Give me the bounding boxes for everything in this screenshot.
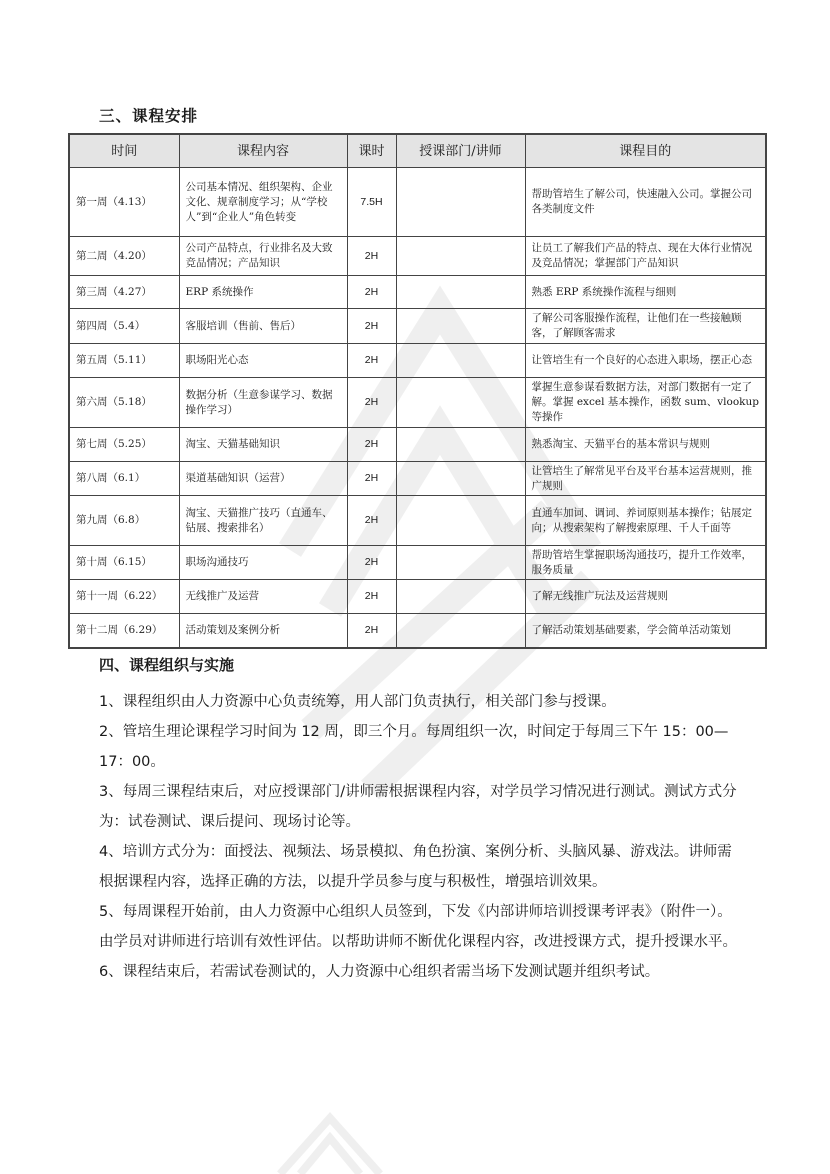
cell-content: 活动策划及案例分析	[179, 614, 347, 648]
cell-hours: 2H	[347, 462, 396, 496]
cell-time: 第九周（6.8）	[69, 496, 179, 546]
paragraph-2: 2、管培生理论课程学习时间为 12 周，即三个月。每周组织一次，时间定于每周三下午 15：00—17：00。	[99, 724, 729, 770]
cell-time: 第二周（4.20）	[69, 237, 179, 276]
cell-hours: 2H	[347, 378, 396, 428]
table-row	[69, 580, 766, 614]
cell-goal: 了解公司客服操作流程，让他们在一些接触顾客，了解顾客需求	[525, 309, 766, 344]
cell-hours: 2H	[347, 546, 396, 580]
header-hours: 课时	[347, 134, 396, 168]
cell-content: 职场沟通技巧	[179, 546, 347, 580]
cell-content: 淘宝、天猫推广技巧（直通车、钻展、搜索排名）	[179, 496, 347, 546]
cell-teacher	[396, 168, 525, 237]
section-title-implementation: 四、课程组织与实施	[99, 656, 235, 674]
cell-hours: 2H	[347, 344, 396, 378]
cell-hours: 2H	[347, 428, 396, 462]
cell-teacher	[396, 614, 525, 648]
table-row	[69, 378, 766, 428]
section-title-schedule: 三、课程安排	[99, 107, 199, 125]
cell-goal: 直通车加词、调词、养词原则基本操作；钻展定向；从搜索架构了解搜索原理、千人千面等	[525, 496, 766, 546]
cell-content: 淘宝、天猫基础知识	[179, 428, 347, 462]
cell-teacher	[396, 378, 525, 428]
table-header-row	[69, 134, 766, 168]
table-row	[69, 237, 766, 276]
paragraph-4: 4、培训方式分为：面授法、视频法、场景模拟、角色扮演、案例分析、头脑风暴、游戏法。讲师需根据课程内容，选择正确的方法，以提升学员参与度与积极性，增强培训效果。	[99, 844, 732, 890]
paragraph-3: 3、每周三课程结束后，对应授课部门/讲师需根据课程内容，对学员学习情况进行测试。测试方式分为：试卷测试、课后提问、现场讨论等。	[99, 784, 737, 830]
table-row	[69, 462, 766, 496]
cell-time: 第十二周（6.29）	[69, 614, 179, 648]
header-content: 课程内容	[179, 134, 347, 168]
paragraph-1: 1、课程组织由人力资源中心负责统筹，用人部门负责执行，相关部门参与授课。	[99, 694, 616, 710]
cell-teacher	[396, 580, 525, 614]
cell-goal: 了解活动策划基础要素，学会简单活动策划	[525, 614, 766, 648]
cell-content: 职场阳光心态	[179, 344, 347, 378]
cell-time: 第八周（6.1）	[69, 462, 179, 496]
cell-goal: 帮助管培生了解公司，快速融入公司。掌握公司各类制度文件	[525, 168, 766, 237]
cell-time: 第六周（5.18）	[69, 378, 179, 428]
cell-goal: 让管培生了解常见平台及平台基本运营规则，推广规则	[525, 462, 766, 496]
cell-goal: 了解无线推广玩法及运营规则	[525, 580, 766, 614]
cell-content: 公司基本情况、组织架构、企业文化、规章制度学习；从“学校人”到“企业人”角色转变	[179, 168, 347, 237]
cell-goal: 熟悉淘宝、天猫平台的基本常识与规则	[525, 428, 766, 462]
watermark-logo-bottom	[270, 1110, 390, 1174]
cell-hours: 2H	[347, 276, 396, 309]
cell-content: 客服培训（售前、售后）	[179, 309, 347, 344]
table-row	[69, 428, 766, 462]
cell-content: 渠道基础知识（运营）	[179, 462, 347, 496]
paragraph-6: 6、课程结束后，若需试卷测试的，人力资源中心组织者需当场下发测试题并组织考试。	[99, 964, 660, 980]
cell-content: 数据分析（生意参谋学习、数据操作学习）	[179, 378, 347, 428]
cell-time: 第十一周（6.22）	[69, 580, 179, 614]
implementation-body	[99, 687, 739, 987]
table-row	[69, 168, 766, 237]
cell-time: 第四周（5.4）	[69, 309, 179, 344]
cell-teacher	[396, 309, 525, 344]
cell-time: 第七周（5.25）	[69, 428, 179, 462]
cell-hours: 2H	[347, 614, 396, 648]
cell-content: 无线推广及运营	[179, 580, 347, 614]
cell-time: 第五周（5.11）	[69, 344, 179, 378]
cell-teacher	[396, 344, 525, 378]
cell-teacher	[396, 428, 525, 462]
table-row	[69, 344, 766, 378]
course-schedule-table	[68, 133, 767, 649]
cell-hours: 2H	[347, 496, 396, 546]
cell-goal: 让管培生有一个良好的心态进入职场，摆正心态	[525, 344, 766, 378]
table-row	[69, 546, 766, 580]
cell-teacher	[396, 276, 525, 309]
table-row	[69, 496, 766, 546]
cell-hours: 7.5H	[347, 168, 396, 237]
cell-hours: 2H	[347, 237, 396, 276]
cell-time: 第三周（4.27）	[69, 276, 179, 309]
table-row	[69, 614, 766, 648]
cell-teacher	[396, 496, 525, 546]
cell-time: 第一周（4.13）	[69, 168, 179, 237]
cell-teacher	[396, 546, 525, 580]
cell-hours: 2H	[347, 580, 396, 614]
table-row	[69, 309, 766, 344]
header-goal: 课程目的	[525, 134, 766, 168]
cell-content: ERP 系统操作	[179, 276, 347, 309]
cell-goal: 掌握生意参谋看数据方法，对部门数据有一定了解。掌握 excel 基本操作，函数 sum、vlookup 等操作	[525, 378, 766, 428]
paragraph-5: 5、每周课程开始前，由人力资源中心组织人员签到，下发《内部讲师培训授课考评表》（附件一）。由学员对讲师进行培训有效性评估。以帮助讲师不断优化课程内容，改进授课方式，提升授课水平。	[99, 904, 737, 950]
header-time: 时间	[69, 134, 179, 168]
cell-time: 第十周（6.15）	[69, 546, 179, 580]
cell-goal: 熟悉 ERP 系统操作流程与细则	[525, 276, 766, 309]
cell-goal: 帮助管培生掌握职场沟通技巧，提升工作效率， 服务质量	[525, 546, 766, 580]
cell-content: 公司产品特点，行业排名及大致竞品情况；产品知识	[179, 237, 347, 276]
cell-teacher	[396, 462, 525, 496]
header-teacher: 授课部门/讲师	[396, 134, 525, 168]
cell-teacher	[396, 237, 525, 276]
cell-goal: 让员工了解我们产品的特点、现在大体行业情况及竞品情况；掌握部门产品知识	[525, 237, 766, 276]
table-row	[69, 276, 766, 309]
cell-hours: 2H	[347, 309, 396, 344]
